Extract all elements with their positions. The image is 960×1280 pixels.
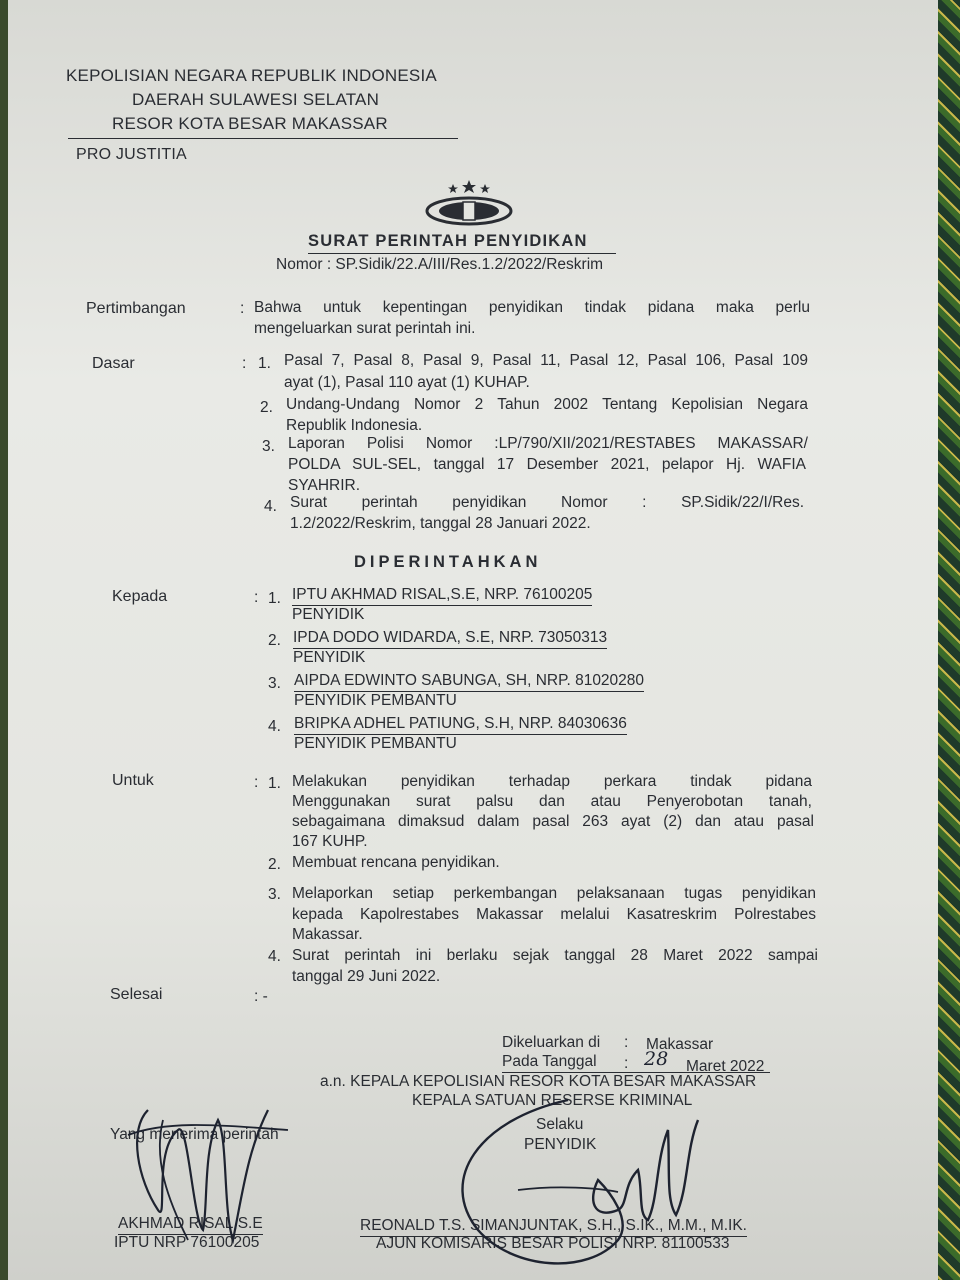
pertimbangan-line-1: Bahwa untuk kepentingan penyidikan tindak pidana maka perlu	[254, 299, 810, 316]
kepada-item-4-role: PENYIDIK PEMBANTU	[294, 735, 457, 752]
selesai-label: Selesai	[110, 986, 163, 1003]
receiver-label: Yang menerima perintah	[110, 1126, 279, 1143]
dasar-item-2-line-1: Undang-Undang Nomor 2 Tahun 2002 Tentang Kepolisian Negara	[286, 396, 808, 413]
receiver-nrp: IPTU NRP 76100205	[114, 1234, 260, 1251]
signatory-line-4: PENYIDIK	[524, 1136, 597, 1153]
dasar-item-3-line-3: SYAHRIR.	[288, 477, 361, 494]
header-line-3: RESOR KOTA BESAR MAKASSAR	[112, 114, 388, 133]
untuk-item-1-line-2: Menggunakan surat palsu dan atau Penyerobotan tanah,	[292, 793, 812, 810]
kepada-colon: :	[254, 589, 259, 606]
signatory-line-3: Selaku	[536, 1116, 584, 1133]
untuk-item-1-line-1: Melakukan penyidikan terhadap perkara tindak pidana	[292, 773, 812, 790]
pertimbangan-colon: :	[240, 300, 245, 317]
untuk-item-1-line-4: 167 KUHP.	[292, 833, 368, 850]
kepada-item-3-num: 3.	[268, 675, 281, 692]
kepada-item-1-num: 1.	[268, 590, 281, 607]
untuk-colon: :	[254, 774, 259, 791]
dasar-item-4-line-2: 1.2/2022/Reskrim, tanggal 28 Januari 2022.	[290, 515, 591, 532]
receiver-name: AKHMAD RISAL,S.E	[118, 1213, 263, 1235]
untuk-item-4-line-2: tanggal 29 Juni 2022.	[292, 968, 441, 985]
header-divider	[68, 138, 458, 139]
dasar-item-3-line-1: Laporan Polisi Nomor :LP/790/XII/2021/RESTABES MAKASSAR/	[288, 435, 808, 452]
untuk-item-1-line-3: sebagaimana dimaksud dalam pasal 263 ayat (2) dan atau pasal	[292, 813, 814, 830]
document-page	[8, 0, 938, 1280]
signatory-rank: AJUN KOMISARIS BESAR POLISI NRP. 81100533	[376, 1235, 730, 1252]
signatory-signature-icon	[418, 1090, 718, 1275]
untuk-item-1-num: 1.	[268, 775, 281, 792]
untuk-item-2-num: 2.	[268, 856, 281, 873]
untuk-item-4-line-1: Surat perintah ini berlaku sejak tanggal 28 Maret 2022 sampai	[292, 947, 818, 964]
signatory-name: REONALD T.S. SIMANJUNTAK, S.H., S.IK., M.M., M.IK.	[360, 1215, 747, 1237]
selesai-value: : -	[254, 988, 268, 1005]
dasar-label: Dasar	[92, 355, 135, 372]
dasar-item-2-num: 2.	[260, 399, 273, 416]
pro-justitia: PRO JUSTITIA	[76, 146, 187, 163]
dasar-item-3-line-2: POLDA SUL-SEL, tanggal 17 Desember 2021, pelapor Hj. WAFIA	[288, 456, 806, 473]
diperintahkan-heading: DIPERINTAHKAN	[354, 553, 542, 571]
header-line-2: DAERAH SULAWESI SELATAN	[132, 90, 380, 109]
receiver-signature-icon	[108, 1090, 318, 1250]
untuk-item-3-line-1: Melaporkan setiap perkembangan pelaksanaan tugas penyidikan	[292, 885, 816, 902]
kepada-item-1-name: IPTU AKHMAD RISAL,S.E, NRP. 76100205	[292, 584, 592, 606]
kepada-item-3-role: PENYIDIK PEMBANTU	[294, 692, 457, 709]
dasar-item-1-num: 1.	[258, 355, 271, 372]
issued-date-label: Pada Tanggal	[502, 1051, 770, 1073]
kepada-item-4-num: 4.	[268, 718, 281, 735]
dasar-item-1-line-1: Pasal 7, Pasal 8, Pasal 9, Pasal 11, Pasal 12, Pasal 106, Pasal 109	[284, 352, 808, 369]
dasar-item-4-line-1: Surat perintah penyidikan Nomor : SP.Sidik/22/I/Res.	[290, 494, 804, 511]
dasar-item-1-line-2: ayat (1), Pasal 110 ayat (1) KUHAP.	[284, 374, 530, 391]
untuk-item-2-line-1: Membuat rencana penyidikan.	[292, 854, 500, 871]
kepada-item-1-role: PENYIDIK	[292, 606, 365, 623]
issued-date-colon: :	[624, 1055, 629, 1072]
header-line-1: KEPOLISIAN NEGARA REPUBLIK INDONESIA	[66, 66, 437, 85]
kepada-label: Kepada	[112, 588, 168, 605]
dasar-colon: :	[242, 355, 247, 372]
signatory-line-1: a.n. KEPALA KEPOLISIAN RESOR KOTA BESAR MAKASSAR	[320, 1073, 757, 1090]
signatory-line-2: KEPALA SATUAN RESERSE KRIMINAL	[412, 1092, 693, 1109]
document-number: Nomor : SP.Sidik/22.A/III/Res.1.2/2022/Reskrim	[276, 256, 604, 273]
untuk-item-3-line-2: kepada Kapolrestabes Makassar melalui Kasatreskrim Polrestabes	[292, 906, 816, 923]
untuk-item-3-num: 3.	[268, 886, 281, 903]
issued-date-day: 28	[644, 1048, 669, 1070]
untuk-item-4-num: 4.	[268, 948, 281, 965]
untuk-item-3-line-3: Makassar.	[292, 926, 363, 943]
police-emblem-icon	[423, 178, 515, 228]
kepada-item-4-name: BRIPKA ADHEL PATIUNG, S.H, NRP. 84030636	[294, 713, 627, 735]
dasar-item-4-num: 4.	[264, 498, 277, 515]
pertimbangan-label: Pertimbangan	[86, 300, 186, 317]
issued-place-colon: :	[624, 1034, 629, 1051]
kepada-item-2-name: IPDA DODO WIDARDA, S.E, NRP. 73050313	[293, 627, 607, 649]
issued-place-value: Makassar	[646, 1036, 714, 1053]
issued-place-label: Dikeluarkan di	[502, 1034, 601, 1051]
kepada-item-2-num: 2.	[268, 632, 281, 649]
dasar-item-2-line-2: Republik Indonesia.	[286, 417, 423, 434]
kepada-item-2-role: PENYIDIK	[293, 649, 366, 666]
pertimbangan-line-2: mengeluarkan surat perintah ini.	[254, 320, 476, 337]
untuk-label: Untuk	[112, 772, 154, 789]
issued-date-value: Maret 2022	[686, 1058, 765, 1075]
kepada-item-3-name: AIPDA EDWINTO SABUNGA, SH, NRP. 81020280	[294, 670, 644, 692]
document-title: SURAT PERINTAH PENYIDIKAN	[308, 232, 616, 254]
dasar-item-3-num: 3.	[262, 438, 275, 455]
